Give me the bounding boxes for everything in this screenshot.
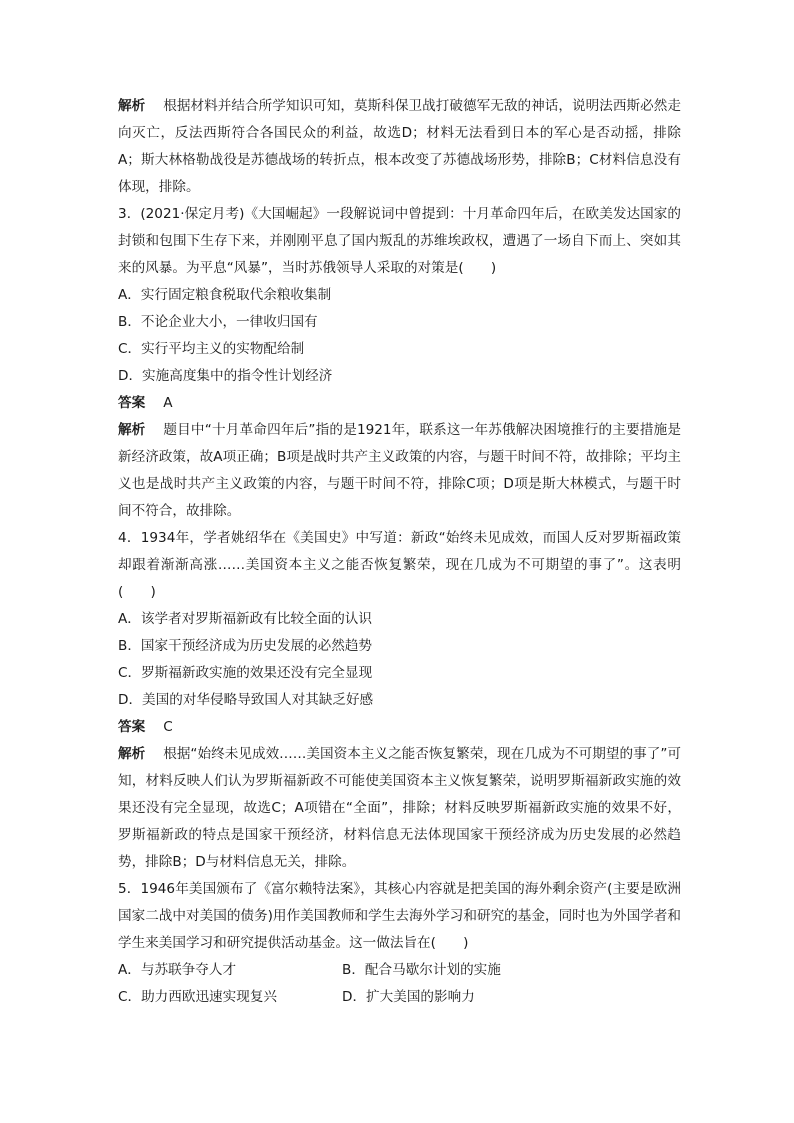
q4-option-a: A．该学者对罗斯福新政有比较全面的认识 <box>118 611 372 627</box>
q4-answer <box>118 714 681 741</box>
q4-analysis-text: 根据“始终未见成效……美国资本主义之能否恢复繁荣，现在几成为不可期望的事了”可知，材料反映人们认为罗斯福新政不可能使美国资本主义恢复繁荣，说明罗斯福新政实施的效果还没有完全显现，故选C；A项错在“全面”，排除；材料反映罗斯福新政实施的效果不好，罗斯福新政的特点是国家干预经济，材料信息无法体现国家干预经济成为历史发展的必然趋势，排除B；D与材料信息无关，排除。 <box>118 746 681 870</box>
q3-answer-label: 答案 <box>118 395 146 411</box>
q5-stem: 5．1946年美国颁布了《富尔赖特法案》，其核心内容就是把美国的海外剩余资产(主要是欧洲国家二战中对美国的债务)用作美国教师和学生去海外学习和研究的基金，同时也为外国学者和学生来美国学习和研究提供活动基金。这一做法旨在( ) <box>118 881 681 951</box>
q5-option-a: A．与苏联争夺人才 <box>118 962 237 978</box>
q5-options-row-2 <box>118 984 681 1011</box>
q3-stem: 3．(2021·保定月考)《大国崛起》一段解说词中曾提到：十月革命四年后，在欧美发达国家的封锁和包围下生存下来，并刚刚平息了国内叛乱的苏维埃政权，遭遇了一场自下而上、突如其来的风暴。为平息“风暴”，当时苏俄领导人采取的对策是( ) <box>118 206 681 276</box>
q4-option-b: B．国家干预经济成为历史发展的必然趋势 <box>118 638 373 654</box>
q2-analysis-label: 解析 <box>118 98 146 114</box>
document-page <box>118 93 681 1011</box>
q4-analysis <box>118 741 681 876</box>
q3-analysis-label: 解析 <box>118 422 146 438</box>
q3-option-a: A．实行固定粮食税取代余粮收集制 <box>118 287 332 303</box>
q2-analysis-text: 根据材料并结合所学知识可知，莫斯科保卫战打破德军无敌的神话，说明法西斯必然走向灭亡，反法西斯符合各国民众的利益，故选D；材料无法看到日本的军心是否动摇，排除A；斯大林格勒战役是苏德战场的转折点，根本改变了苏德战场形势，排除B；C材料信息没有体现，排除。 <box>118 98 681 195</box>
q4-answer-label: 答案 <box>118 719 146 735</box>
q3-answer <box>118 390 681 417</box>
q3-option-c: C．实行平均主义的实物配给制 <box>118 341 305 357</box>
q4-answer-value: C <box>163 719 173 735</box>
q3-analysis <box>118 417 681 525</box>
q3-answer-value: A <box>163 395 173 411</box>
q5-option-d: D．扩大美国的影响力 <box>342 989 475 1005</box>
q5-option-b: B．配合马歇尔计划的实施 <box>342 962 501 978</box>
q4-option-d: D．美国的对华侵略导致国人对其缺乏好感 <box>118 692 374 708</box>
q4-option-c: C．罗斯福新政实施的效果还没有完全显现 <box>118 665 373 681</box>
q5-options-row-1 <box>118 957 681 984</box>
q3-option-b: B．不论企业大小，一律收归国有 <box>118 314 318 330</box>
q5-option-c: C．助力西欧迅速实现复兴 <box>118 989 278 1005</box>
q3-option-d: D．实施高度集中的指令性计划经济 <box>118 368 333 384</box>
q4-analysis-label: 解析 <box>118 746 146 762</box>
q3-analysis-text: 题目中“十月革命四年后”指的是1921年，联系这一年苏俄解决困境推行的主要措施是新经济政策，故A项正确；B项是战时共产主义政策的内容，与题干时间不符，故排除；平均主义也是战时共产主义政策的内容，与题干时间不符，排除C项；D项是斯大林模式，与题干时间不符合，故排除。 <box>118 422 681 519</box>
q4-stem: 4．1934年，学者姚绍华在《美国史》中写道：新政“始终未见成效，而国人反对罗斯福政策却跟着渐渐高涨……美国资本主义之能否恢复繁荣，现在几成为不可期望的事了”。这表明( ) <box>118 530 681 600</box>
q2-analysis <box>118 93 681 201</box>
